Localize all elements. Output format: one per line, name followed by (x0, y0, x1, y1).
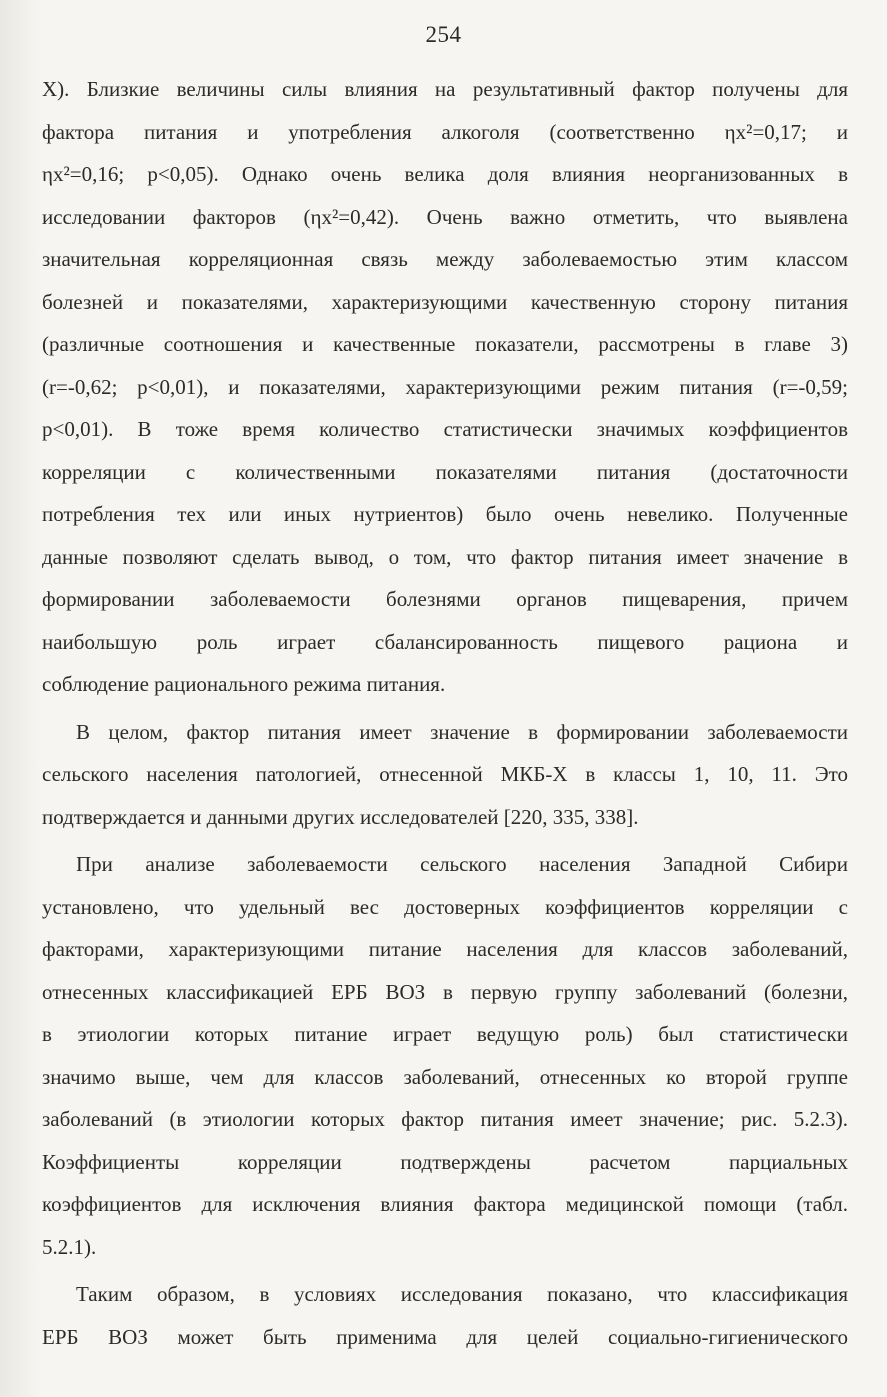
text-line: p<0,01). В тоже время количество статистически значимых коэффициентов (42, 417, 848, 441)
page-number: 254 (425, 22, 462, 47)
text-line: X). Близкие величины силы влияния на результативный фактор получены для (42, 77, 848, 101)
paragraph-2 (42, 711, 848, 839)
text-line: При анализе заболеваемости сельского населения Западной Сибири (76, 852, 848, 876)
text-line: потребления тех или иных нутриентов) было очень невелико. Полученные (42, 502, 848, 526)
text-line: значимо выше, чем для классов заболеваний, отнесенных ко второй группе (42, 1064, 848, 1089)
text-line: данные позволяют сделать вывод, о том, что фактор питания имеет значение в (42, 544, 848, 569)
text-line: Коэффициенты корреляции подтверждены расчетом парциальных (42, 1149, 848, 1174)
text-line: сельского населения патологией, отнесенной МКБ-Х в классы 1, 10, 11. Это (42, 762, 848, 786)
paragraph-3 (42, 843, 848, 1268)
text-line: отнесенных классификацией ЕРБ ВОЗ в первую группу заболеваний (болезни, (42, 979, 848, 1004)
text-line: 5.2.1). (42, 1234, 97, 1259)
paragraph-1 (42, 68, 848, 706)
text-line: установлено, что удельный вес достоверных коэффициентов корреляции с (42, 894, 848, 919)
text-line: Таким образом, в условиях исследования показано, что классификация (76, 1282, 848, 1306)
body-text (42, 68, 848, 1363)
text-line: соблюдение рационального режима питания. (42, 672, 446, 696)
text-line: фактора питания и употребления алкоголя (соответственно ηх²=0,17; и (42, 119, 848, 144)
text-line: (различные соотношения и качественные показатели, рассмотрены в главе 3) (42, 332, 848, 356)
text-line: формировании заболеваемости болезнями органов пищеварения, причем (42, 587, 848, 611)
text-line: наибольшую роль играет сбалансированность пищевого рациона и (42, 629, 848, 654)
text-line: ЕРБ ВОЗ может быть применима для целей социально-гигиенического (42, 1324, 848, 1349)
text-line: болезней и показателями, характеризующими качественную сторону питания (42, 289, 848, 314)
text-line: В целом, фактор питания имеет значение в формировании заболеваемости (76, 719, 848, 744)
text-line: (r=-0,62; p<0,01), и показателями, характеризующими режим питания (r=-0,59; (42, 374, 848, 399)
text-line: корреляции с количественными показателями питания (достаточности (42, 459, 848, 484)
text-line: заболеваний (в этиологии которых фактор питания имеет значение; рис. 5.2.3). (42, 1107, 848, 1131)
text-line: в этиологии которых питание играет ведущую роль) был статистически (42, 1022, 848, 1046)
paragraph-4 (42, 1273, 848, 1358)
text-line: значительная корреляционная связь между заболеваемостью этим классом (42, 247, 848, 271)
text-line: исследовании факторов (ηх²=0,42). Очень важно отметить, что выявлена (42, 204, 848, 229)
text-line: подтверждается и данными других исследователей [220, 335, 338]. (42, 804, 639, 829)
text-line: коэффициентов для исключения влияния фактора медицинской помощи (табл. (42, 1192, 848, 1216)
text-line: ηх²=0,16; p<0,05). Однако очень велика доля влияния неорганизованных в (42, 162, 848, 186)
text-line: факторами, характеризующими питание населения для классов заболеваний, (42, 937, 848, 961)
